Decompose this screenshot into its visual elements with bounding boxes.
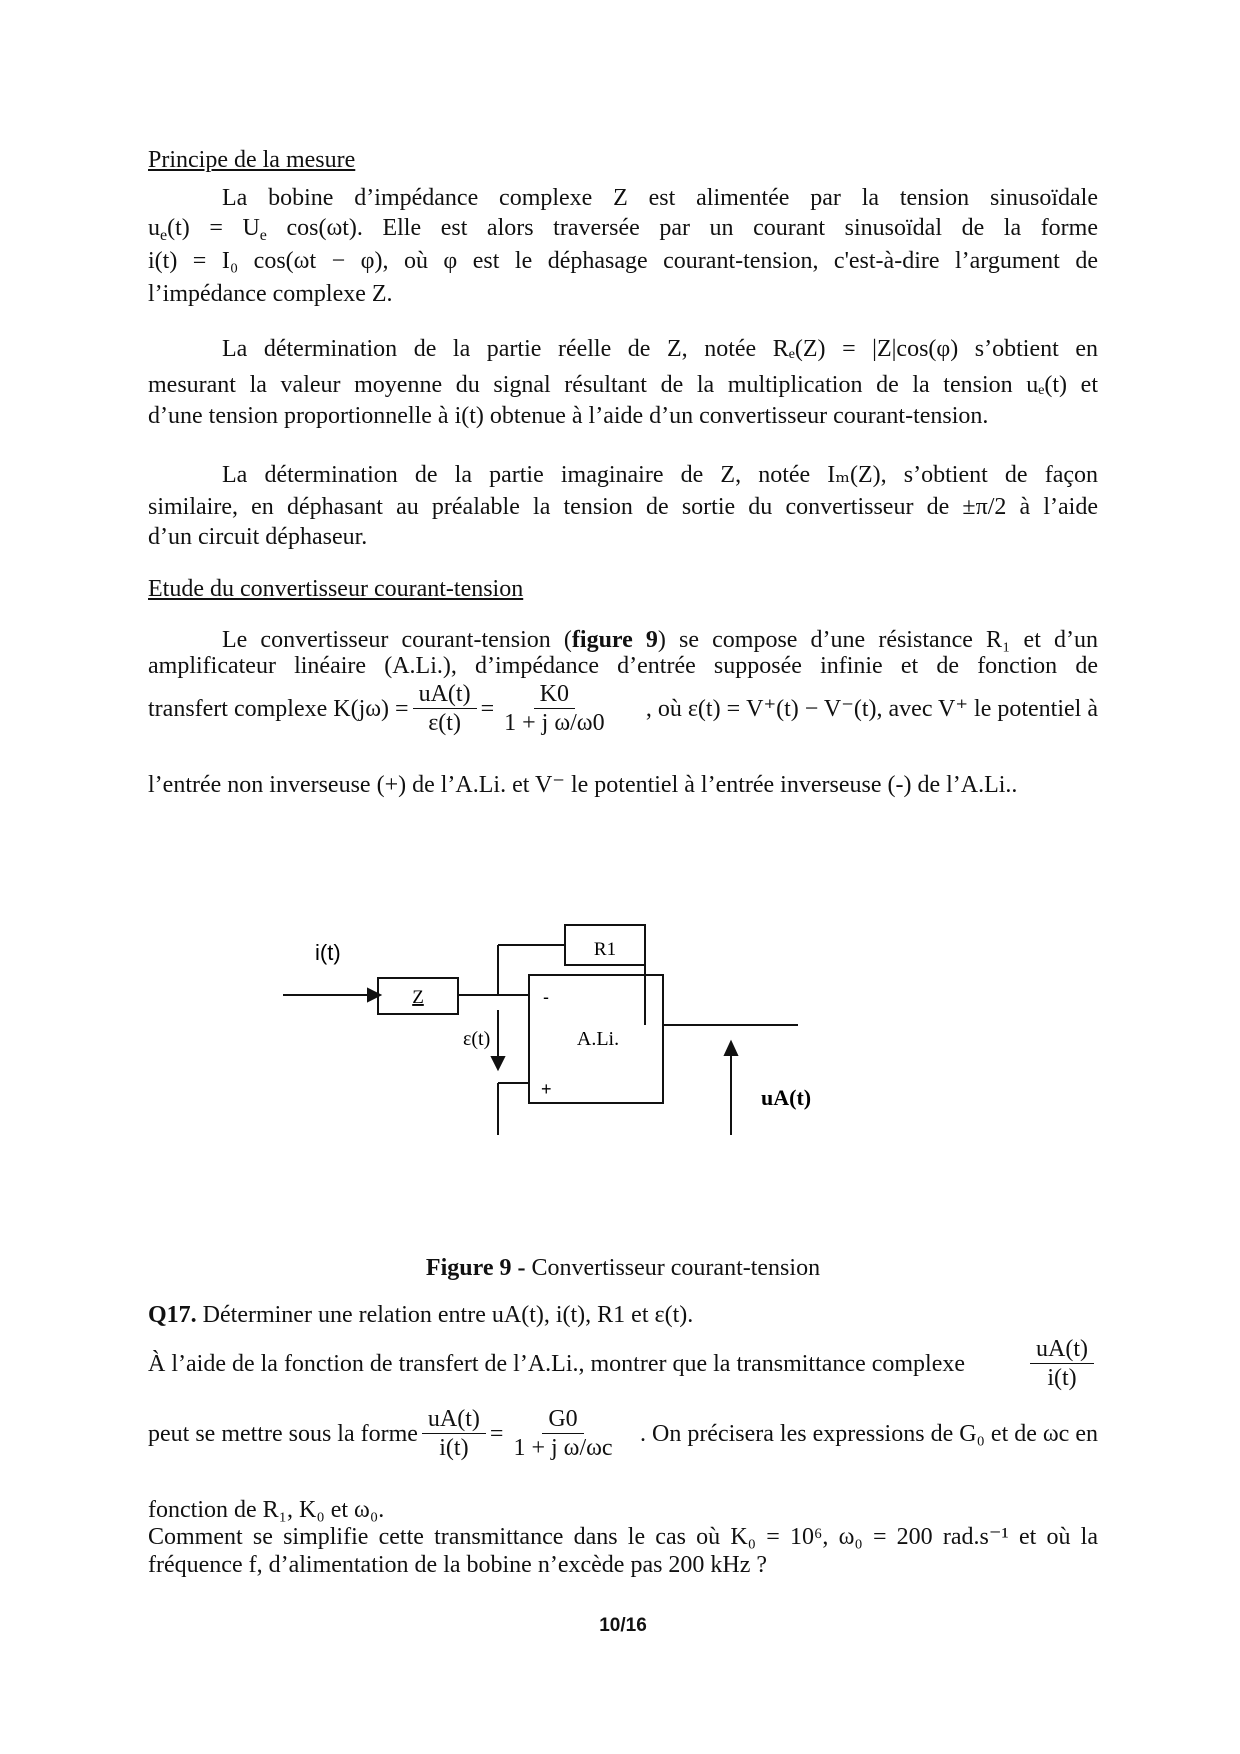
z-label: Z bbox=[412, 987, 424, 1008]
page-number: 10/16 bbox=[599, 1615, 647, 1636]
p3-line2: similaire, en déphasant au préalable la tension de sortie du convertisseur de ±π/2 à l’aide bbox=[148, 494, 1098, 520]
p2-line3: d’une tension proportionnelle à i(t) obtenue à l’aide d’un convertisseur courant-tension. bbox=[148, 403, 989, 429]
form-fraction-1: $\frac{uA(t)}{i(t)}$ bbox=[422, 1405, 486, 1462]
p2-line2: mesurant la valeur moyenne du signal résultant de la multiplication de la tension uₑ(t) et bbox=[148, 372, 1098, 398]
section-title-principe: Principe de la mesure bbox=[148, 147, 356, 173]
p3-line3: d’un circuit déphaseur. bbox=[148, 524, 368, 550]
p4-line2: amplificateur linéaire (A.Li.), d’impédance d’entrée supposée infinie et de fonction de bbox=[148, 653, 1098, 679]
p4-line4: l’entrée non inverseuse (+) de l’A.Li. et V⁻ le potentiel à l’entrée inverseuse (-) de l’A.Li.. bbox=[148, 772, 1018, 798]
p1-line3: i(t) = I₀ cos(ωt − φ), où φ est le déphasage courant-tension, c'est-à-dire l’argument de bbox=[148, 248, 1098, 274]
p1-line1: La bobine d’impédance complexe Z est alimentée par la tension sinusoïdale bbox=[222, 185, 1098, 211]
q17-line6: fréquence f, d’alimentation de la bobine n’excède pas 200 kHz ? bbox=[148, 1552, 768, 1578]
figure-caption: Figure 9 - Convertisseur courant-tension bbox=[425, 1255, 821, 1281]
figure-9-circuit bbox=[283, 915, 843, 1140]
ali-label: A.Li. bbox=[576, 1028, 620, 1050]
form-fraction-2: $\frac{G0}{\text{1 + j ω/ωc}}$ bbox=[513, 1406, 613, 1461]
q17-line2: À l’aide de la fonction de transfert de l’A.Li., montrer que la transmittance complexe $\frac{uA(t)}{i(t)}$ bbox=[148, 1335, 1098, 1392]
p2-line1: La détermination de la partie réelle de Z, notée Rₑ(Z) = |Z|cos(φ) s’obtient en bbox=[222, 336, 1098, 362]
q17-line5: Comment se simplifie cette transmittance dans le cas où K₀ = 10⁶, ω₀ = 200 rad.s⁻¹ et où la bbox=[148, 1524, 1098, 1550]
p1-line4: l’impédance complexe Z. bbox=[148, 281, 393, 307]
eps-label: ε(t) bbox=[463, 1028, 491, 1050]
q17-line3: peut se mettre sous la forme $\frac{uA(t)}{i(t)}$ = $\frac{G0}{\text{1 + j ω/ωc}}$ . On précisera les expressions de G₀ et de ωc en bbox=[148, 1406, 1098, 1461]
output-label: uA(t) bbox=[761, 1085, 812, 1110]
circuit-diagram bbox=[283, 915, 843, 1135]
transfer-fraction-2: $\frac{K0}{\text{1 + j ω/ω0}}$ bbox=[504, 681, 605, 736]
p4-line1: Le convertisseur courant-tension (figure 9) se compose d’une résistance R₁ et d’un bbox=[222, 627, 1098, 653]
q17-line1: Q17. Déterminer une relation entre uA(t), i(t), R1 et ε(t). bbox=[148, 1302, 694, 1328]
p1-line2: $u_e(t) = U_e$ cos(ωt). Elle est alors traversée par un courant sinusoïdal de la forme bbox=[148, 215, 1098, 244]
p4-line3: transfert complexe K(jω) = $\frac{uA(t)}{\varepsilon(t)}$ = $\frac{K0}{\text{1 + j ω/ω0}}$ , où ε(t) = V⁺(t) − V⁻(t), avec V⁺ le potentiel à bbox=[148, 681, 1098, 736]
p3-line1: La détermination de la partie imaginaire de Z, notée Iₘ(Z), s’obtient de façon bbox=[222, 462, 1098, 488]
transmittance-fraction: $\frac{uA(t)}{i(t)}$ bbox=[1030, 1335, 1094, 1392]
input-label: i(t) bbox=[315, 940, 341, 965]
plus-label: + bbox=[541, 1079, 552, 1099]
r1-label: R1 bbox=[593, 939, 617, 960]
minus-label: - bbox=[543, 987, 549, 1007]
section-title-etude: Etude du convertisseur courant-tension bbox=[148, 576, 524, 602]
q17-line4: fonction de R₁, K₀ et ω₀. bbox=[148, 1497, 385, 1523]
transfer-fraction-1: $\frac{uA(t)}{\varepsilon(t)}$ bbox=[413, 680, 477, 737]
